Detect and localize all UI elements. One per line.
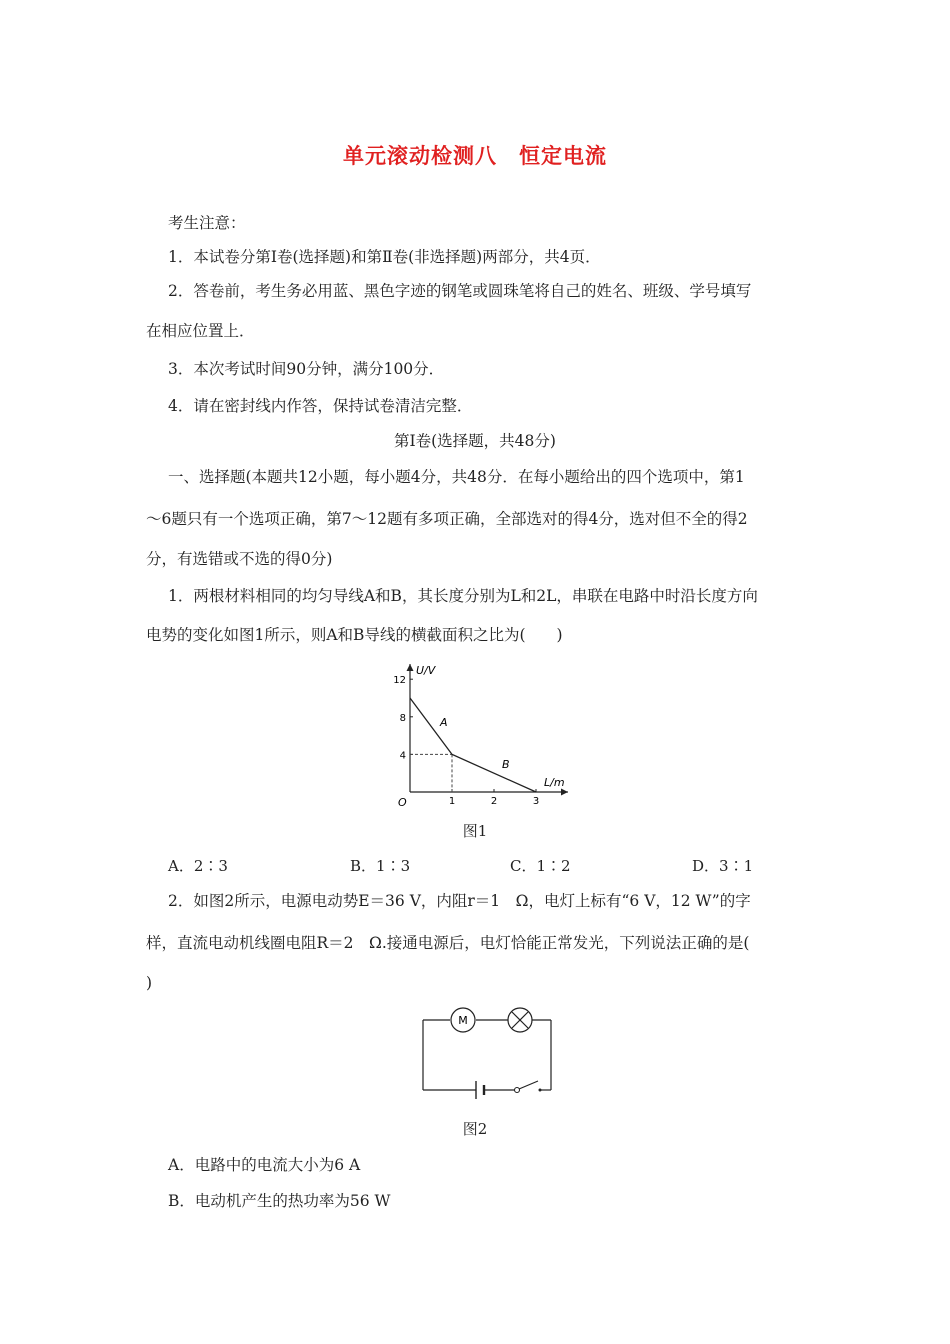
section-instruction: 一、选择题(本题共12小题，每小题4分，共48分．在每小题给出的四个选项中，第1 [168, 468, 745, 486]
notice-item: 在相应位置上． [146, 322, 255, 340]
motor-icon [451, 1008, 475, 1032]
question-1-text: 1．两根材料相同的均匀导线A和B，其长度分别为L和2L，串联在电路中时沿长度方向 [168, 587, 758, 605]
segment-label-b: B [502, 758, 510, 771]
y-axis-label: U/V [416, 664, 436, 677]
q1-option-b[interactable]: B．1∶3 [350, 857, 411, 875]
question-2-text: ) [146, 974, 153, 992]
q2-option-a[interactable]: A．电路中的电流大小为6 A [168, 1156, 361, 1174]
notice-item: 4．请在密封线内作答，保持试卷清洁完整． [168, 397, 473, 415]
segment-label-a: A [440, 716, 448, 729]
lamp-icon [508, 1008, 532, 1032]
notice-item: 1．本试卷分第Ⅰ卷(选择题)和第Ⅱ卷(非选择题)两部分，共4页． [168, 248, 601, 266]
figure-2-caption: 图2 [462, 1120, 488, 1138]
q1-option-c[interactable]: C．1∶2 [510, 857, 571, 875]
notice-heading: 考生注意： [168, 214, 246, 232]
notice-item: 3．本次考试时间90分钟，满分100分． [168, 360, 445, 378]
y-tick-label: 8 [399, 712, 406, 724]
notice-item: 2．答卷前，考生务必用蓝、黑色字迹的钢笔或圆珠笔将自己的姓名、班级、学号填写 [168, 282, 752, 300]
q1-option-d[interactable]: D．3∶1 [692, 857, 754, 875]
figure-1-caption: 图1 [462, 822, 488, 840]
question-1-text: 电势的变化如图1所示，则A和B导线的横截面积之比为( ) [146, 626, 563, 644]
series-line [410, 698, 536, 792]
y-tick-label: 4 [399, 750, 406, 762]
question-2-text: 2．如图2所示，电源电动势E＝36 V，内阻r＝1 Ω，电灯上标有“6 V，12 W”的字 [168, 892, 751, 910]
part1-heading: 第Ⅰ卷(选择题，共48分) [394, 432, 556, 450]
question-2-text: 样，直流电动机线圈电阻R＝2 Ω.接通电源后，电灯恰能正常发光，下列说法正确的是( [146, 934, 750, 952]
x-tick-label: 3 [532, 796, 540, 807]
x-tick-label: 1 [448, 796, 456, 807]
q1-option-a[interactable]: A．2∶3 [168, 857, 228, 875]
figure-2-circuit [418, 1005, 558, 1100]
battery-icon [476, 1081, 484, 1099]
origin-label: O [398, 796, 407, 809]
y-tick-label: 12 [393, 675, 406, 687]
q2-option-b[interactable]: B．电动机产生的热功率为56 W [168, 1192, 391, 1210]
page-title: 单元滚动检测八 恒定电流 [343, 144, 607, 168]
section-instruction: ～6题只有一个选项正确，第7～12题有多项正确，全部选对的得4分，选对但不全的得2 [146, 510, 748, 528]
svg-text:M: M [458, 1014, 468, 1027]
section-instruction: 分，有选错或不选的得0分) [146, 550, 333, 568]
switch-icon [515, 1081, 542, 1093]
x-tick-label: 2 [490, 796, 498, 807]
x-axis-label: L/m [544, 776, 565, 789]
figure-1-chart [380, 660, 580, 810]
